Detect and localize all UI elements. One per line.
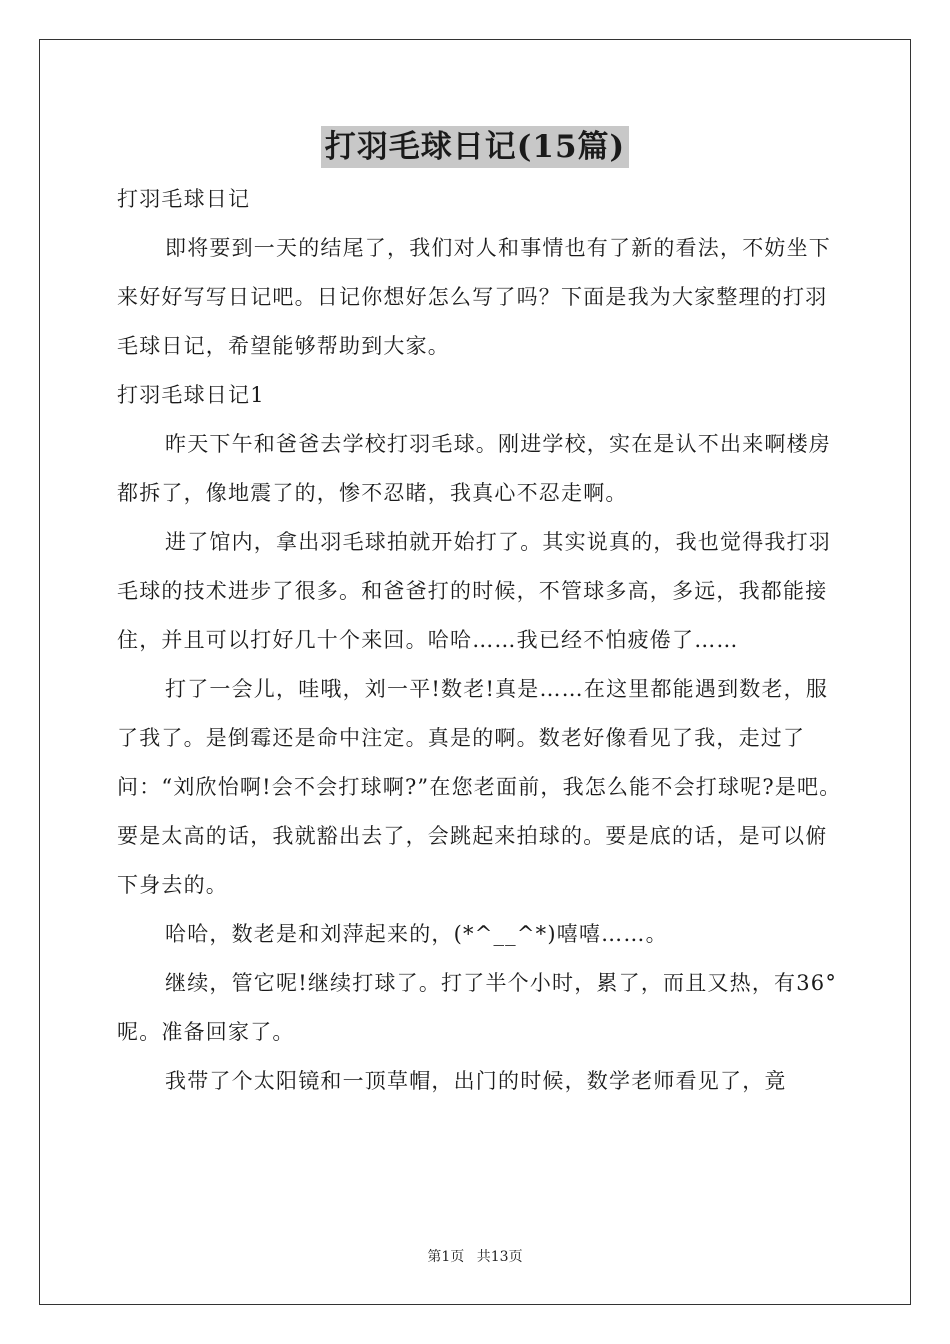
body-paragraph: 昨天下午和爸爸去学校打羽毛球。刚进学校，实在是认不出来啊楼房都拆了，像地震了的，惨不忍睹，我真心不忍走啊。: [117, 432, 831, 505]
body-paragraph: 哈哈，数老是和刘萍起来的，(*^__^*)嘻嘻……。: [165, 922, 668, 946]
body-paragraph: 进了馆内，拿出羽毛球拍就开始打了。其实说真的，我也觉得我打羽毛球的技术进步了很多。和爸爸打的时候，不管球多高，多远，我都能接住，并且可以打好几十个来回。哈哈……我已经不怕疲倦了……: [117, 530, 831, 652]
body-paragraph: 我带了个太阳镜和一顶草帽，出门的时候，数学老师看见了，竟: [165, 1069, 787, 1093]
title-container: [0, 126, 950, 168]
page-total: 共13页: [476, 1249, 523, 1265]
document-title: 打羽毛球日记(15篇): [321, 126, 629, 168]
section-heading: 打羽毛球日记: [117, 187, 251, 211]
body-paragraph: 即将要到一天的结尾了，我们对人和事情也有了新的看法，不妨坐下来好好写写日记吧。日记你想好怎么写了吗？下面是我为大家整理的打羽毛球日记，希望能够帮助到大家。: [117, 236, 831, 358]
document-body: [117, 175, 842, 1106]
section-heading: 打羽毛球日记1: [117, 383, 265, 407]
page-number: 第1页: [427, 1249, 465, 1265]
body-paragraph: 打了一会儿，哇哦，刘一平!数老!真是……在这里都能遇到数老，服了我了。是倒霉还是命中注定。真是的啊。数老好像看见了我，走过了问：“刘欣怡啊!会不会打球啊?”在您老面前，我怎么能不会打球呢?是吧。要是太高的话，我就豁出去了，会跳起来拍球的。要是底的话，是可以俯下身去的。: [117, 677, 842, 897]
body-paragraph: 继续，管它呢!继续打球了。打了半个小时，累了，而且又热，有36°呢。准备回家了。: [117, 971, 838, 1044]
page-footer: [0, 1246, 950, 1266]
